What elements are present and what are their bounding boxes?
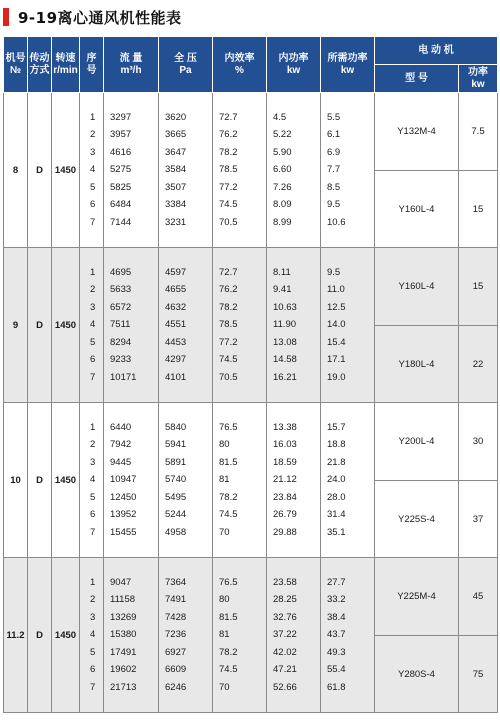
efficiency-value: 78.2 [219, 491, 238, 503]
required-power-value: 49.3 [327, 646, 346, 658]
efficiency-column [213, 558, 267, 713]
seq-value: 4 [90, 164, 96, 176]
motor-model-cell: Y160L-4 [375, 248, 459, 326]
seq-value: 3 [90, 301, 96, 313]
seq-value: 4 [90, 629, 96, 641]
seq-column [80, 558, 104, 713]
header-seq [80, 37, 104, 93]
flow-value: 10947 [110, 474, 137, 486]
flow-value: 6484 [110, 199, 132, 211]
internal-power-value: 11.90 [273, 319, 297, 331]
internal-power-value: 13.38 [273, 421, 297, 433]
internal-power-value: 5.22 [273, 129, 292, 141]
efficiency-value: 70 [219, 526, 230, 538]
seq-value: 5 [90, 181, 96, 193]
required-power-value: 24.0 [327, 474, 346, 486]
header-machine-no-sub: № [9, 64, 22, 76]
required-power-value: 14.0 [327, 319, 346, 331]
pressure-value: 3647 [165, 146, 187, 158]
seq-value: 3 [90, 456, 96, 468]
efficiency-value: 78.5 [219, 164, 238, 176]
header-speed [52, 37, 80, 93]
seq-value: 2 [90, 439, 96, 451]
internal-power-value: 21.12 [273, 474, 297, 486]
header-drive-label: 传动方式 [29, 52, 50, 76]
flow-value: 21713 [110, 681, 137, 693]
internal-power-value: 26.79 [273, 509, 297, 521]
header-seq-label: 序 [86, 52, 97, 64]
efficiency-value: 76.2 [219, 129, 238, 141]
pressure-value: 4597 [165, 266, 187, 278]
flow-value: 7511 [110, 319, 131, 331]
seq-value: 1 [90, 421, 96, 433]
pressure-column [159, 248, 213, 403]
pressure-value: 5740 [165, 474, 187, 486]
efficiency-value: 74.5 [219, 199, 238, 211]
efficiency-value: 76.5 [219, 576, 238, 588]
motor-power-cell: 15 [459, 248, 498, 326]
seq-value: 7 [90, 371, 96, 383]
required-power-value: 35.1 [327, 526, 346, 538]
pressure-column [159, 93, 213, 248]
internal-power-value: 52.66 [273, 681, 297, 693]
pressure-value: 5840 [165, 421, 187, 433]
motor-power-cell: 75 [459, 636, 498, 713]
flow-value: 17491 [110, 646, 137, 658]
required-power-value: 27.7 [327, 576, 346, 588]
header-internal-power-label: 内功率 [278, 52, 309, 64]
efficiency-value: 74.5 [219, 664, 238, 676]
seq-value: 7 [90, 526, 96, 538]
efficiency-value: 72.7 [219, 111, 238, 123]
internal-power-value: 16.03 [273, 439, 297, 451]
efficiency-value: 70.5 [219, 371, 238, 383]
required-power-value: 28.0 [327, 491, 346, 503]
header-speed-label: 转速 [55, 52, 76, 64]
efficiency-value: 81.5 [219, 611, 238, 623]
header-flow [104, 37, 159, 93]
title-bar [0, 0, 500, 34]
flow-value: 10171 [110, 371, 137, 383]
required-power-value: 15.4 [327, 336, 346, 348]
header-motor-model: 型 号 [375, 65, 459, 93]
pressure-value: 4958 [165, 526, 187, 538]
seq-column [80, 248, 104, 403]
pressure-column [159, 403, 213, 558]
header-efficiency [213, 37, 267, 93]
flow-value: 7144 [110, 216, 132, 228]
required-power-value: 43.7 [327, 629, 346, 641]
pressure-value: 6609 [165, 664, 187, 676]
pressure-value: 5495 [165, 491, 187, 503]
pressure-value: 7236 [165, 629, 187, 641]
internal-power-value: 8.09 [273, 199, 292, 211]
internal-power-value: 23.58 [273, 576, 297, 588]
pressure-value: 3231 [165, 216, 187, 228]
required-power-value: 11.0 [327, 284, 345, 296]
pressure-column [159, 558, 213, 713]
efficiency-value: 70.5 [219, 216, 238, 228]
seq-column [80, 93, 104, 248]
efficiency-value: 80 [219, 594, 230, 606]
efficiency-column [213, 403, 267, 558]
header-machine-no [4, 37, 28, 93]
required-power-value: 7.7 [327, 164, 341, 176]
internal-power-value: 14.58 [273, 354, 297, 366]
flow-value: 15380 [110, 629, 137, 641]
title-accent-mark [3, 8, 9, 26]
required-power-value: 33.2 [327, 594, 346, 606]
seq-value: 3 [90, 146, 96, 158]
efficiency-value: 77.2 [219, 336, 238, 348]
motor-power-cell: 45 [459, 558, 498, 636]
pressure-value: 6927 [165, 646, 187, 658]
pressure-value: 7428 [165, 611, 187, 623]
drive-cell: D [28, 248, 52, 403]
required-power-value: 19.0 [327, 371, 346, 383]
required-power-value: 5.5 [327, 111, 341, 123]
internal-power-value: 37.22 [273, 629, 297, 641]
header-motor-power-label: 功率 [468, 66, 488, 78]
required-power-value: 31.4 [327, 509, 346, 521]
internal-power-value: 16.21 [273, 371, 297, 383]
pressure-value: 7364 [165, 576, 187, 588]
required-power-value: 9.5 [327, 266, 341, 278]
required-power-column [321, 558, 375, 713]
pressure-value: 3584 [165, 164, 187, 176]
flow-column [104, 93, 159, 248]
efficiency-value: 81 [219, 474, 230, 486]
internal-power-value: 7.26 [273, 181, 292, 193]
internal-power-value: 23.84 [273, 491, 297, 503]
page-title: 9-19离心通风机性能表 [18, 9, 182, 27]
efficiency-value: 81.5 [219, 456, 238, 468]
internal-power-value: 6.60 [273, 164, 292, 176]
internal-power-value: 29.88 [273, 526, 297, 538]
speed-cell: 1450 [52, 403, 80, 558]
motor-power-cell: 15 [459, 171, 498, 248]
internal-power-value: 5.90 [273, 146, 292, 158]
efficiency-column [213, 248, 267, 403]
flow-value: 6440 [110, 421, 132, 433]
header-seq-sub: 号 [86, 64, 97, 76]
internal-power-value: 10.63 [273, 301, 297, 313]
header-flow-label: 流 量 [119, 52, 143, 64]
header-motor: 电 动 机 [375, 37, 498, 65]
required-power-value: 61.8 [327, 681, 346, 693]
flow-value: 9233 [110, 354, 132, 366]
efficiency-value: 77.2 [219, 181, 238, 193]
efficiency-value: 78.5 [219, 319, 238, 331]
flow-value: 6572 [110, 301, 132, 313]
motor-power-cell: 7.5 [459, 93, 498, 171]
required-power-column [321, 403, 375, 558]
pressure-value: 5941 [165, 439, 187, 451]
machine-no-cell: 11.2 [4, 558, 28, 713]
efficiency-value: 78.2 [219, 646, 238, 658]
motor-model-cell: Y180L-4 [375, 326, 459, 403]
drive-cell: D [28, 403, 52, 558]
pressure-value: 4297 [165, 354, 187, 366]
efficiency-value: 78.2 [219, 146, 238, 158]
internal-power-value: 8.99 [273, 216, 292, 228]
pressure-value: 3507 [165, 181, 187, 193]
required-power-value: 10.6 [327, 216, 346, 228]
flow-value: 11158 [110, 594, 136, 606]
pressure-value: 4632 [165, 301, 187, 313]
required-power-value: 15.7 [327, 421, 346, 433]
speed-cell: 1450 [52, 558, 80, 713]
header-pressure-unit: Pa [179, 64, 192, 76]
flow-value: 5633 [110, 284, 132, 296]
pressure-value: 3384 [165, 199, 187, 211]
speed-cell: 1450 [52, 248, 80, 403]
required-power-value: 6.9 [327, 146, 341, 158]
flow-value: 9047 [110, 576, 132, 588]
efficiency-value: 74.5 [219, 509, 238, 521]
motor-model-cell: Y132M-4 [375, 93, 459, 171]
flow-value: 5825 [110, 181, 132, 193]
header-internal-power-unit: kw [286, 64, 301, 76]
seq-value: 7 [90, 216, 96, 228]
pressure-value: 4101 [165, 371, 187, 383]
pressure-value: 5244 [165, 509, 187, 521]
flow-value: 12450 [110, 491, 137, 503]
internal-power-column [267, 558, 321, 713]
header-required-power-label: 所需功率 [327, 52, 368, 64]
required-power-value: 9.5 [327, 199, 341, 211]
flow-value: 8294 [110, 336, 132, 348]
pressure-value: 3620 [165, 111, 187, 123]
seq-value: 5 [90, 646, 96, 658]
flow-column [104, 248, 159, 403]
required-power-column [321, 248, 375, 403]
machine-no-cell: 9 [4, 248, 28, 403]
internal-power-value: 4.5 [273, 111, 287, 123]
header-pressure [159, 37, 213, 93]
header-speed-unit: r/min [53, 64, 78, 76]
efficiency-value: 72.7 [219, 266, 238, 278]
motor-model-cell: Y160L-4 [375, 171, 459, 248]
flow-value: 19602 [110, 664, 137, 676]
flow-value: 13269 [110, 611, 137, 623]
efficiency-value: 74.5 [219, 354, 238, 366]
header-flow-unit: m³/h [120, 64, 142, 76]
efficiency-column [213, 93, 267, 248]
machine-no-cell: 8 [4, 93, 28, 248]
seq-value: 6 [90, 199, 96, 211]
efficiency-value: 80 [219, 439, 230, 451]
motor-model-cell: Y280S-4 [375, 636, 459, 713]
pressure-value: 6246 [165, 681, 187, 693]
required-power-value: 17.1 [327, 354, 346, 366]
flow-value: 13952 [110, 509, 137, 521]
internal-power-value: 9.41 [273, 284, 292, 296]
motor-model-cell: Y225S-4 [375, 481, 459, 558]
seq-value: 2 [90, 129, 96, 141]
performance-table [3, 36, 498, 713]
header-pressure-label: 全 压 [174, 52, 197, 64]
internal-power-value: 42.02 [273, 646, 297, 658]
table-body [4, 93, 498, 713]
header-required-power-unit: kw [340, 64, 355, 76]
seq-value: 2 [90, 284, 96, 296]
machine-no-cell: 10 [4, 403, 28, 558]
internal-power-value: 28.25 [273, 594, 297, 606]
internal-power-column [267, 93, 321, 248]
header-drive [28, 37, 52, 93]
header-efficiency-unit: % [235, 64, 244, 76]
pressure-value: 4551 [165, 319, 187, 331]
header-internal-power [267, 37, 321, 93]
seq-value: 5 [90, 491, 96, 503]
seq-column [80, 403, 104, 558]
required-power-value: 12.5 [327, 301, 346, 313]
required-power-column [321, 93, 375, 248]
header-efficiency-label: 内效率 [224, 52, 255, 64]
pressure-value: 3665 [165, 129, 187, 141]
seq-value: 6 [90, 664, 96, 676]
header-machine-no-label: 机号 [5, 52, 26, 64]
seq-value: 5 [90, 336, 96, 348]
required-power-value: 18.8 [327, 439, 346, 451]
group-row-4 [4, 558, 498, 636]
flow-value: 4616 [110, 146, 132, 158]
required-power-value: 55.4 [327, 664, 346, 676]
internal-power-value: 13.08 [273, 336, 297, 348]
drive-cell: D [28, 93, 52, 248]
internal-power-value: 18.59 [273, 456, 297, 468]
efficiency-value: 76.5 [219, 421, 238, 433]
efficiency-value: 76.2 [219, 284, 238, 296]
motor-model-cell: Y200L-4 [375, 403, 459, 481]
motor-power-cell: 37 [459, 481, 498, 558]
flow-column [104, 558, 159, 713]
flow-value: 3957 [110, 129, 132, 141]
group-row-2 [4, 248, 498, 326]
required-power-value: 6.1 [327, 129, 341, 141]
pressure-value: 5891 [165, 456, 187, 468]
seq-value: 1 [90, 111, 96, 123]
seq-value: 3 [90, 611, 96, 623]
seq-value: 2 [90, 594, 96, 606]
internal-power-column [267, 248, 321, 403]
motor-power-cell: 22 [459, 326, 498, 403]
seq-value: 4 [90, 319, 96, 331]
seq-value: 4 [90, 474, 96, 486]
flow-value: 4695 [110, 266, 132, 278]
flow-value: 5275 [110, 164, 132, 176]
header-motor-power-unit: kw [471, 78, 485, 90]
motor-power-cell: 30 [459, 403, 498, 481]
pressure-value: 4453 [165, 336, 187, 348]
motor-model-cell: Y225M-4 [375, 558, 459, 636]
internal-power-value: 8.11 [273, 266, 291, 278]
flow-value: 7942 [110, 439, 132, 451]
drive-cell: D [28, 558, 52, 713]
seq-value: 7 [90, 681, 96, 693]
efficiency-value: 70 [219, 681, 230, 693]
efficiency-value: 81 [219, 629, 230, 641]
required-power-value: 8.5 [327, 181, 341, 193]
seq-value: 1 [90, 576, 96, 588]
pressure-value: 4655 [165, 284, 187, 296]
required-power-value: 21.8 [327, 456, 346, 468]
flow-value: 9445 [110, 456, 132, 468]
required-power-value: 38.4 [327, 611, 346, 623]
speed-cell: 1450 [52, 93, 80, 248]
pressure-value: 7491 [165, 594, 187, 606]
header-motor-power [459, 65, 498, 93]
seq-value: 6 [90, 509, 96, 521]
internal-power-column [267, 403, 321, 558]
seq-value: 1 [90, 266, 96, 278]
efficiency-value: 78.2 [219, 301, 238, 313]
flow-column [104, 403, 159, 558]
flow-value: 3297 [110, 111, 132, 123]
group-row-1 [4, 93, 498, 171]
internal-power-value: 32.76 [273, 611, 297, 623]
seq-value: 6 [90, 354, 96, 366]
internal-power-value: 47.21 [273, 664, 297, 676]
flow-value: 15455 [110, 526, 137, 538]
group-row-3 [4, 403, 498, 481]
header-required-power [321, 37, 375, 93]
